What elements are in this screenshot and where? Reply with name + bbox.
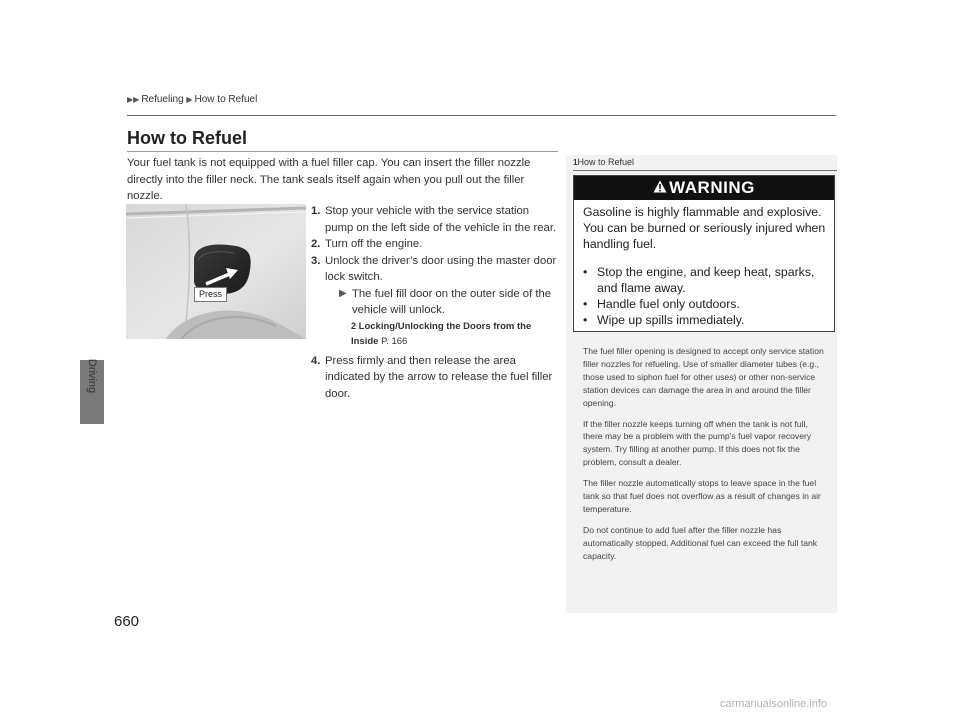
watermark: carmanualsonline.info — [720, 698, 828, 710]
warning-header — [574, 176, 834, 200]
step-text: Stop your vehicle with the service station pump on the left side of the vehicle in the rear. — [325, 205, 557, 234]
sidebar-notes — [583, 345, 829, 571]
step-text: Unlock the driver’s door using the master door lock switch. — [325, 254, 557, 283]
warning-bullet — [583, 264, 833, 296]
bullet-text: Handle fuel only outdoors. — [597, 297, 740, 311]
section-label: Driving — [86, 358, 98, 394]
sidebar-heading-text: How to Refuel — [577, 157, 634, 167]
step-number: 3. — [311, 254, 321, 267]
bullet-icon: • — [583, 313, 588, 327]
sidebar-heading — [573, 157, 634, 167]
note-paragraph: The fuel filler opening is designed to accept only service station filler nozzles for refueling. Use of smaller diameter tubes (e.g., those used to siphon fuel for other uses) or other non-service station devices can damage the area in and around the filler opening. — [583, 346, 824, 408]
note-marker-icon: 1 — [573, 158, 578, 167]
warning-bullets — [583, 264, 833, 328]
page-title: How to Refuel — [127, 128, 247, 148]
sidebar-rule — [573, 170, 837, 171]
press-callout: Press — [194, 287, 227, 302]
reference-title[interactable]: Locking/Unlocking the Doors from the Inside — [351, 320, 532, 347]
step-3 — [311, 253, 559, 286]
page-number: 660 — [114, 613, 140, 630]
header-rule — [127, 115, 836, 116]
warning-bullet — [583, 296, 833, 312]
step-text: Turn off the engine. — [325, 238, 423, 250]
intro-paragraph: Your fuel tank is not equipped with a fuel filler cap. You can insert the filler nozzle directly into the filler neck. The tank seals itself again when you pull out the filler nozzle. — [127, 157, 531, 202]
fuel-door-illustration — [126, 204, 306, 339]
substep-text: The fuel fill door on the outer side of the vehicle will unlock. — [352, 287, 552, 316]
bullet-icon: • — [583, 297, 588, 311]
step-text: Press firmly and then release the area indicated by the arrow to release the fuel filler door. — [325, 354, 553, 400]
bullet-icon: • — [583, 265, 588, 279]
warning-bullet — [583, 312, 833, 328]
steps-list — [311, 203, 559, 402]
title-rule — [127, 151, 558, 152]
cross-reference[interactable] — [351, 319, 559, 349]
reference-icon: 2 — [351, 320, 357, 331]
breadcrumb-page: How to Refuel — [194, 94, 258, 105]
warning-text: Gasoline is highly flammable and explosive. You can be burned or seriously injured when handling fuel. — [583, 205, 826, 251]
warning-label: WARNING — [669, 178, 755, 197]
step-number: 4. — [311, 354, 321, 367]
warning-icon — [653, 180, 667, 193]
sub-arrow-icon: ▶ — [339, 287, 347, 299]
breadcrumb-arrow-icon: ▶ — [186, 95, 193, 104]
step-3-substep — [325, 286, 559, 319]
step-4 — [311, 353, 559, 403]
step-2 — [311, 236, 559, 253]
breadcrumb — [127, 94, 257, 105]
step-number: 1. — [311, 205, 321, 217]
note-paragraph: If the filler nozzle keeps turning off when the tank is not full, there may be a problem with the pump’s fuel vapor recovery system. Try filling at another pump. If this does not fix the problem, consult a dealer. — [583, 418, 812, 468]
note-paragraph: Do not continue to add fuel after the filler nozzle has automatically stopped. Additional fuel can exceed the full tank capacity. — [583, 524, 818, 561]
reference-page[interactable]: P. 166 — [381, 335, 408, 347]
warning-box — [573, 175, 835, 332]
breadcrumb-section[interactable]: Refueling — [141, 94, 184, 105]
bullet-text: Wipe up spills immediately. — [597, 313, 745, 327]
breadcrumb-arrow-icon: ▶▶ — [127, 95, 140, 104]
bullet-text: Stop the engine, and keep heat, sparks, and flame away. — [597, 265, 815, 295]
step-1 — [311, 203, 559, 236]
step-number: 2. — [311, 238, 321, 250]
note-paragraph: The filler nozzle automatically stops to leave space in the fuel tank so that fuel does not overflow as a result of changes in air temperature. — [583, 478, 821, 514]
